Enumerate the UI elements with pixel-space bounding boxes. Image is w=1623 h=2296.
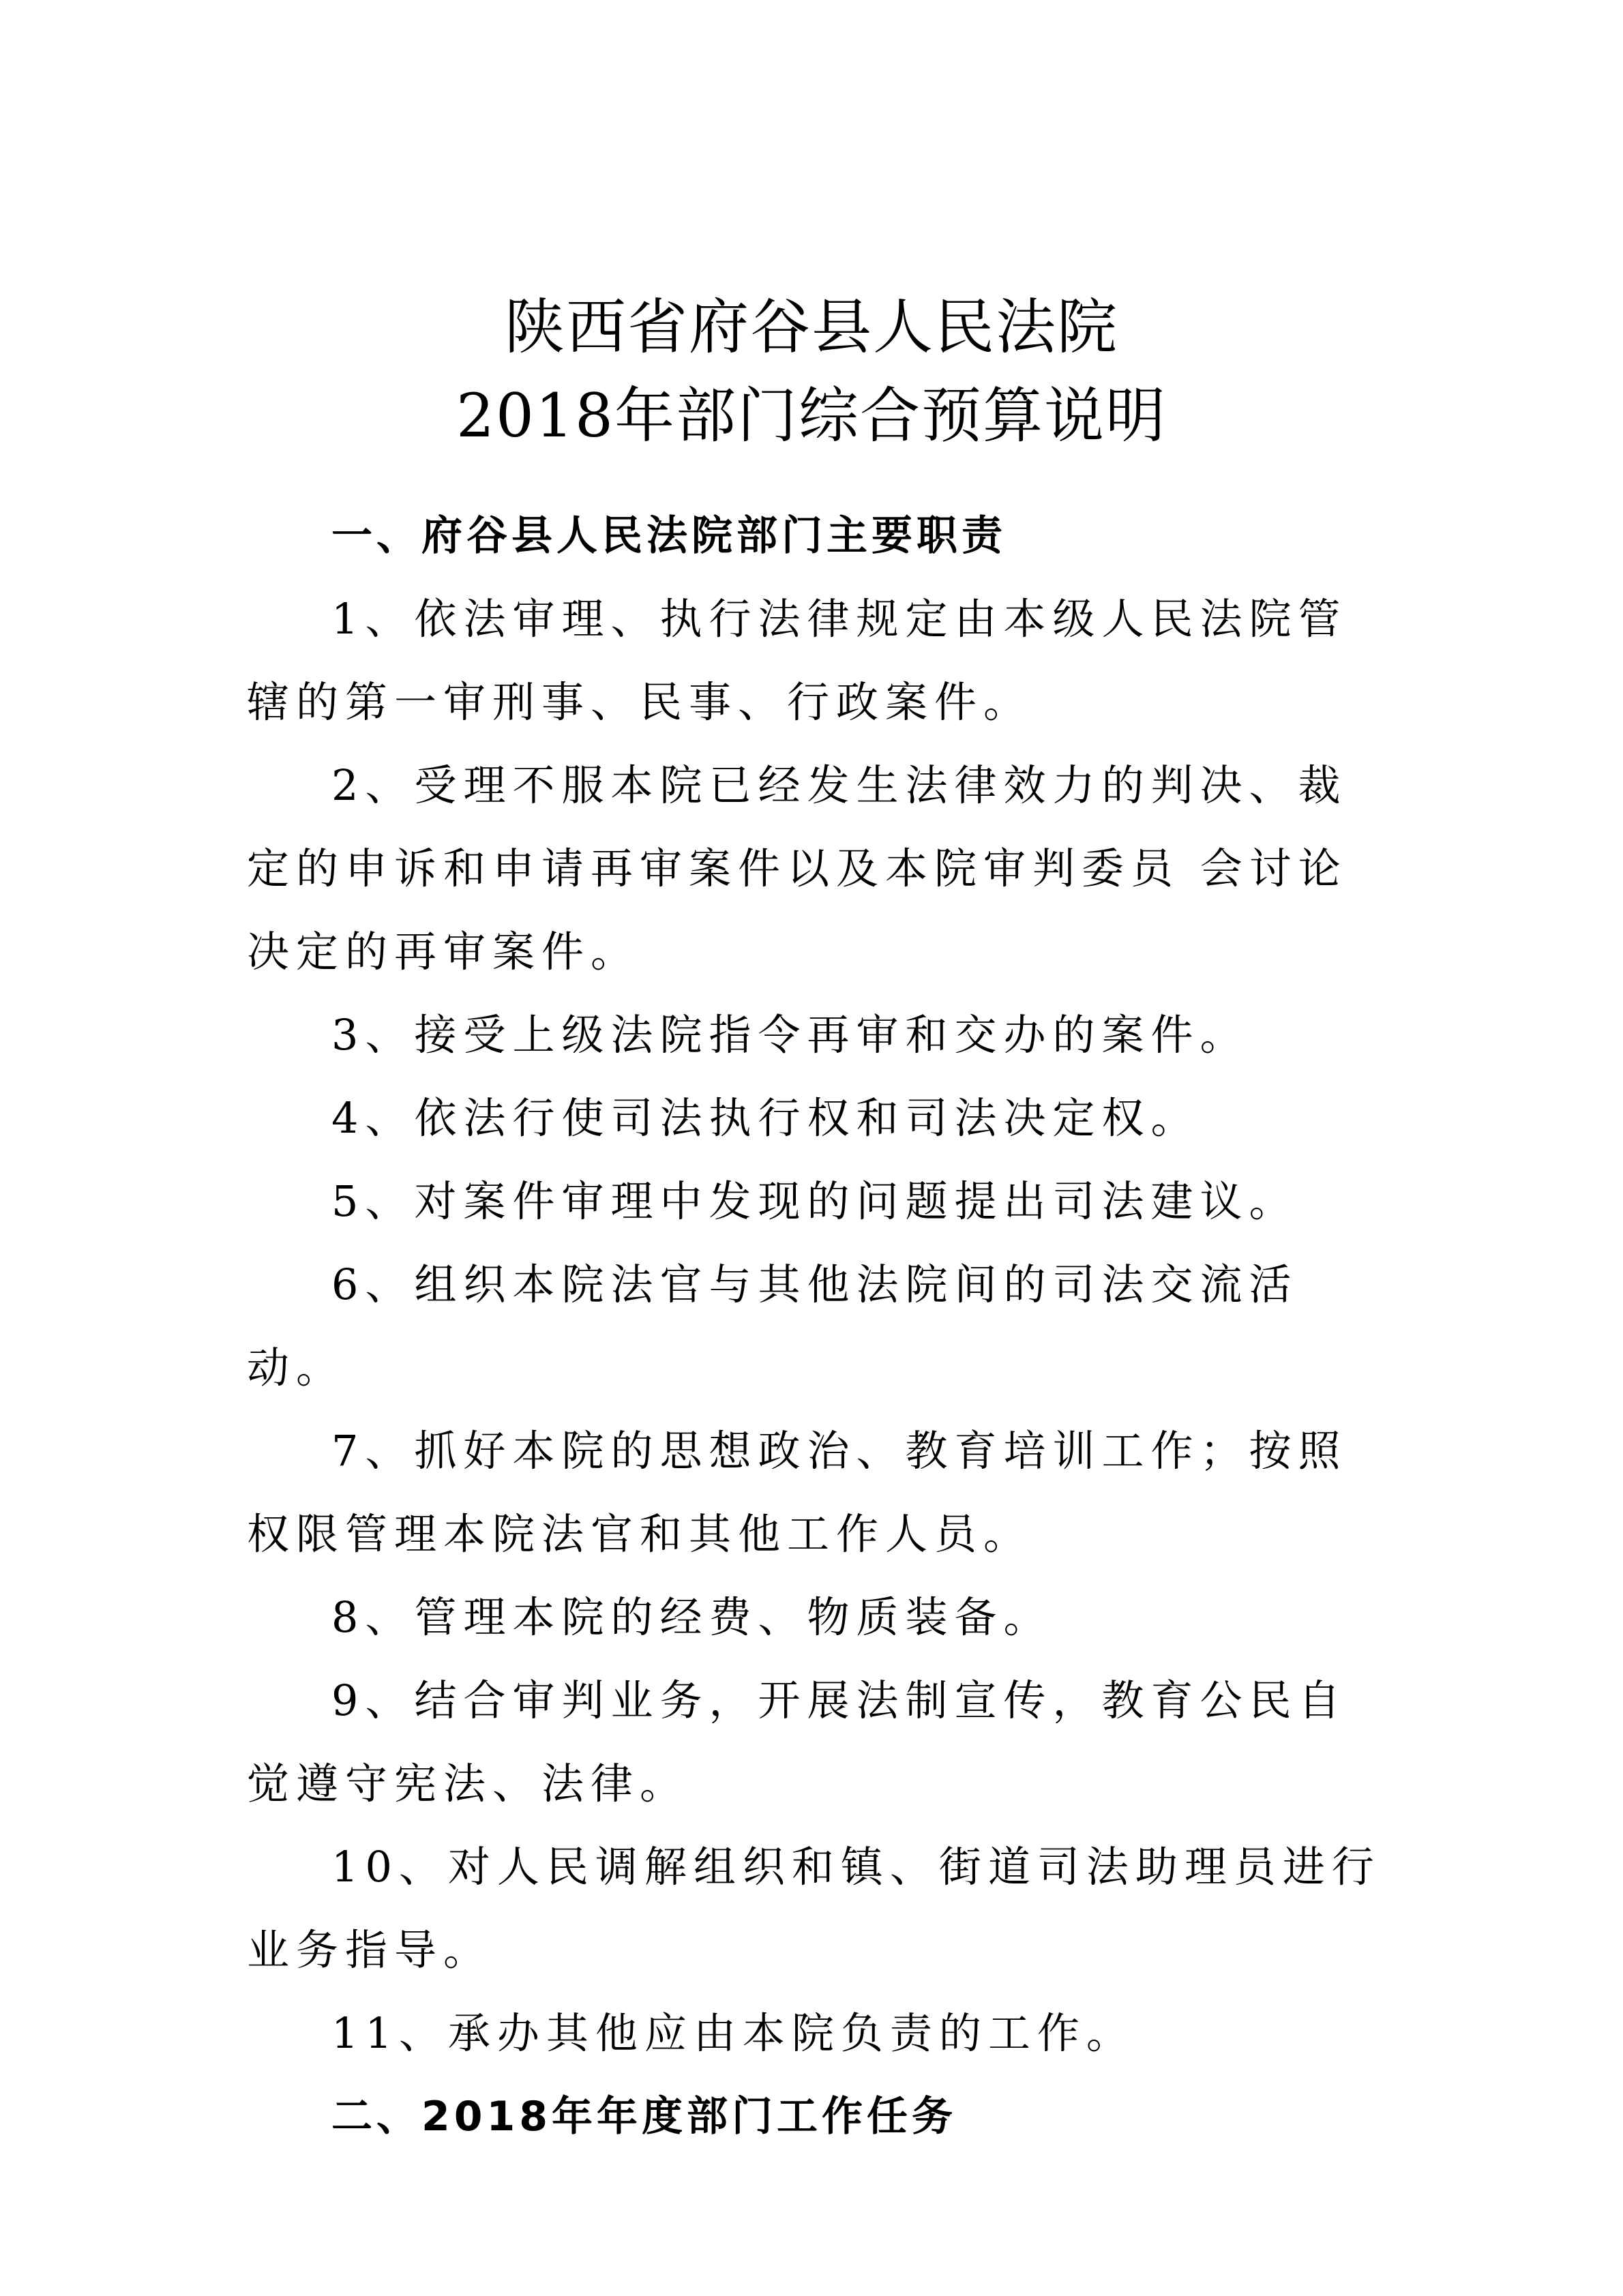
- title-line-2: 2018年部门综合预算说明: [456, 381, 1167, 451]
- duty-item-11: 11、承办其他应由本院负责的工作。: [331, 2008, 1135, 2058]
- duty-item-8: 8、管理本院的经费、物质装备。: [331, 1592, 1053, 1642]
- section-heading-duties: 一、府谷县人民法院部门主要职责: [331, 512, 1007, 560]
- duty-item-6: 6、组织本院法官与其他法院间的司法交流活动。: [247, 1259, 1298, 1392]
- duty-item-3: 3、接受上级法院指令再审和交办的案件。: [331, 1010, 1249, 1060]
- duty-item-5: 5、对案件审理中发现的问题提出司法建议。: [331, 1176, 1298, 1226]
- duty-item-9: 9、结合审判业务，开展法制宣传，教育公民自觉遵守宪法、法律。: [247, 1675, 1347, 1808]
- duty-item-10: 10、对人民调解组织和镇、街道司法助理员进行业务指导。: [247, 1842, 1381, 1975]
- document-title: [0, 283, 1623, 460]
- duty-item-2: 2、受理不服本院已经发生法律效力的判决、裁定的申诉和申请再审案件以及本院审判委员 会讨论决定的再审案件。: [247, 760, 1347, 976]
- duty-item-4: 4、依法行使司法执行权和司法决定权。: [331, 1093, 1200, 1143]
- duty-item-1: 1、依法审理、执行法律规定由本级人民法院管辖的第一审刑事、民事、行政案件。: [247, 594, 1347, 727]
- section-heading-tasks: 二、2018年年度部门工作任务: [331, 2093, 957, 2141]
- document-body: [247, 494, 1387, 2158]
- title-line-1: 陕西省府谷县人民法院: [504, 292, 1118, 362]
- duty-item-7: 7、抓好本院的思想政治、教育培训工作；按照权限管理本院法官和其他工作人员。: [247, 1426, 1347, 1559]
